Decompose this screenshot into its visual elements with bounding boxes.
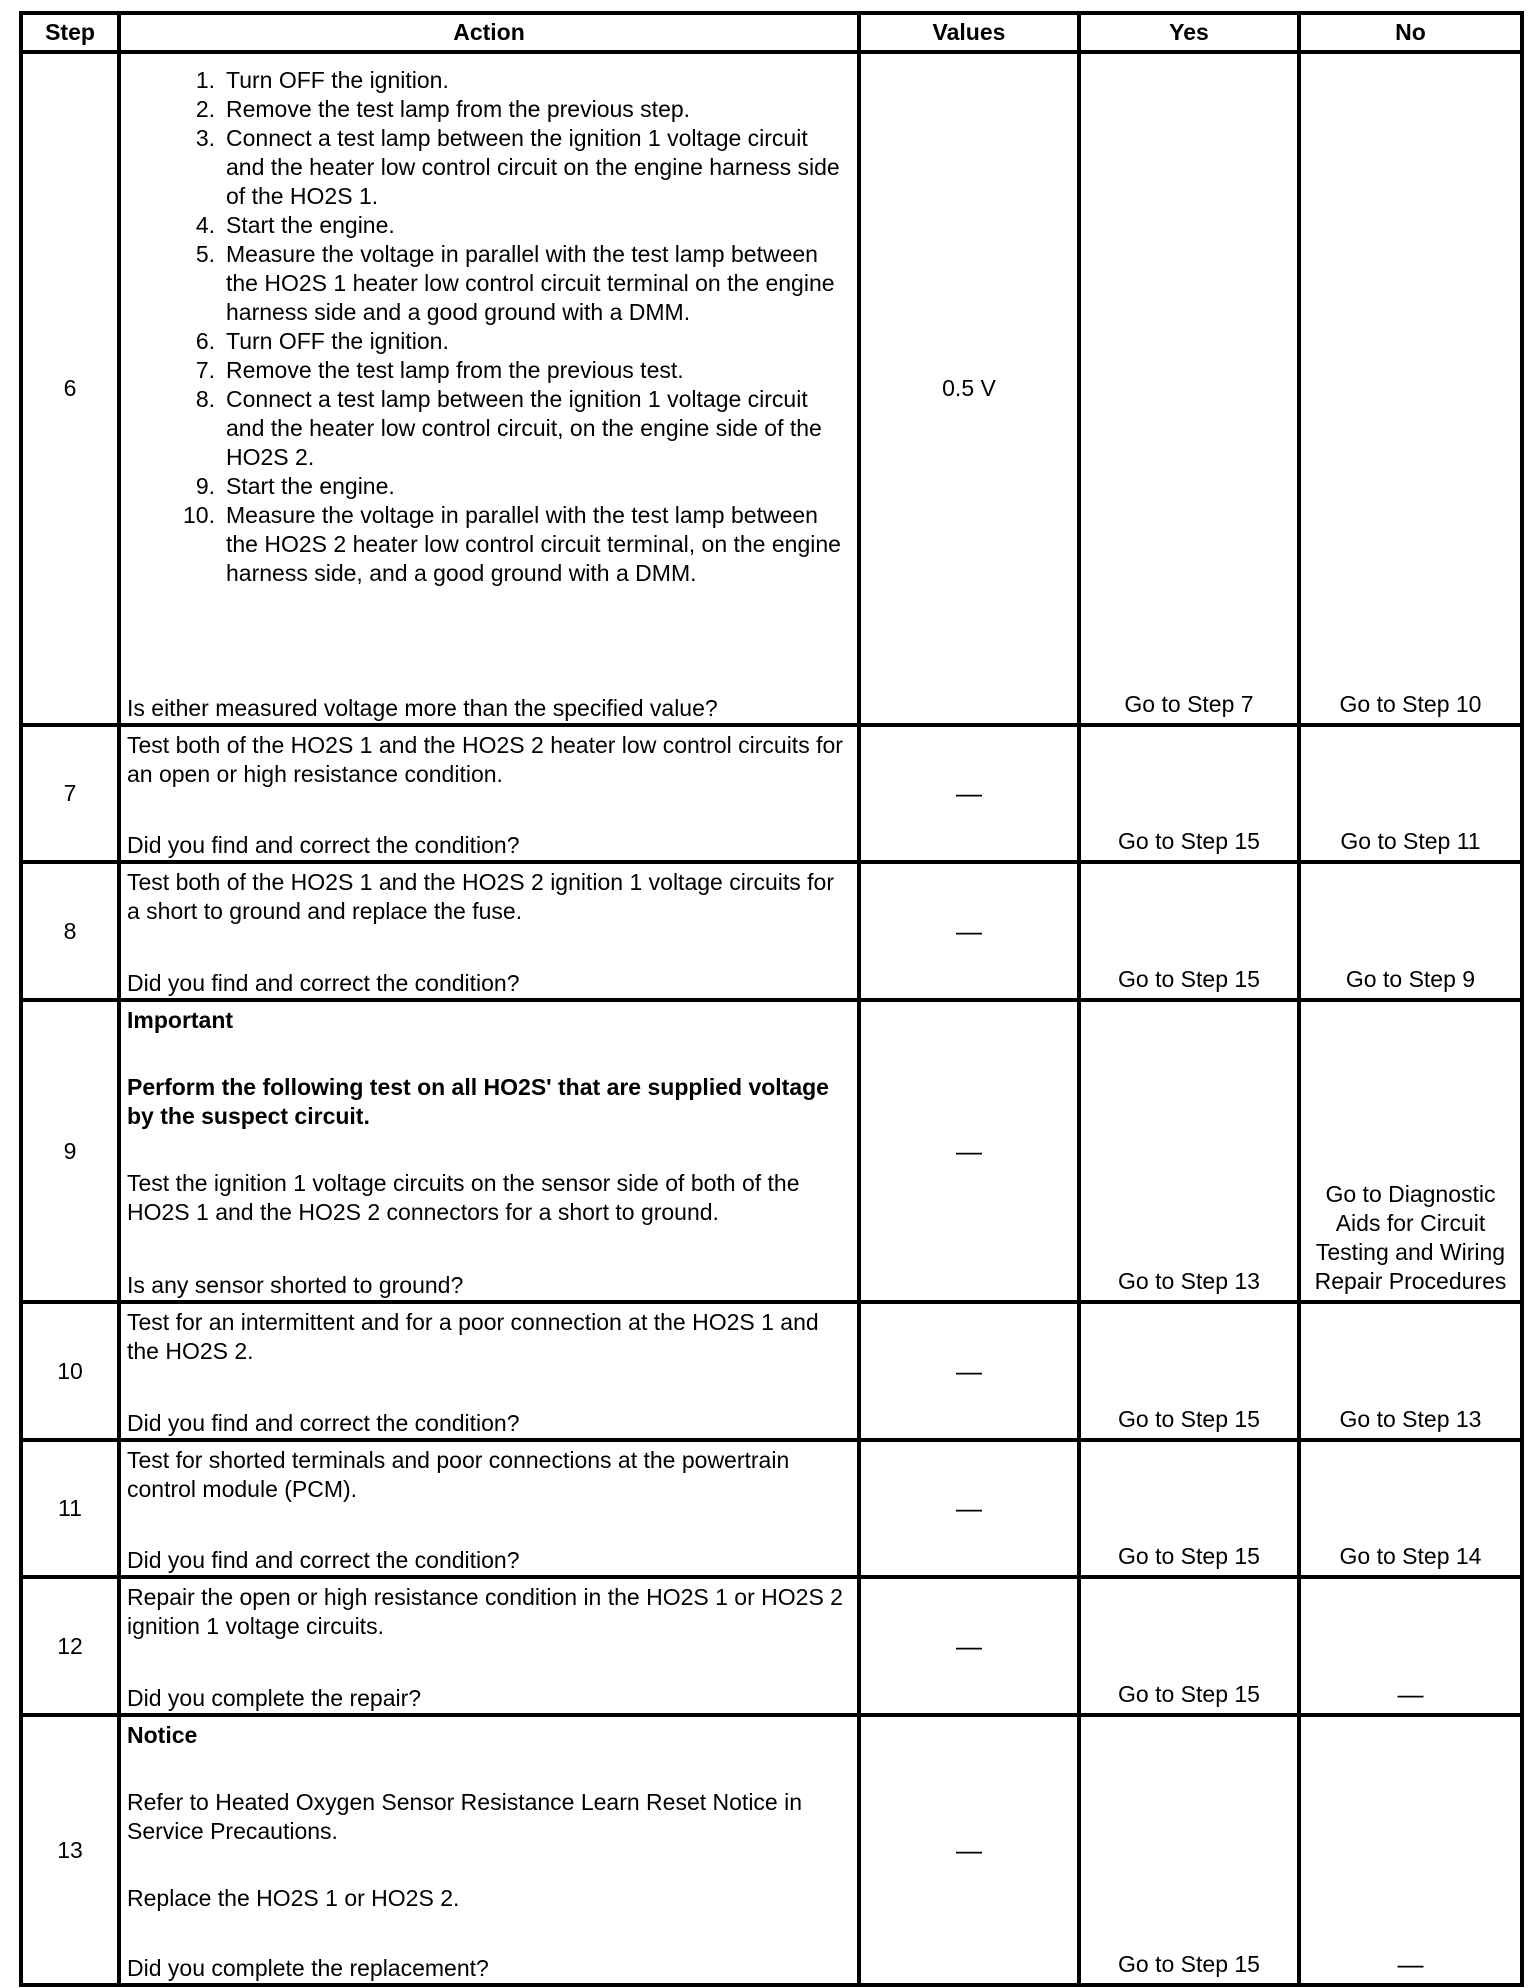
yes-cell: Go to Step 13 xyxy=(1079,1000,1299,1302)
no-cell: Go to Step 13 xyxy=(1299,1302,1522,1440)
list-item: 4. Start the engine. xyxy=(195,212,395,238)
value-cell: — xyxy=(859,1000,1079,1302)
table-row xyxy=(21,1302,1522,1440)
yes-cell: Go to Step 15 xyxy=(1079,862,1299,1000)
value-cell: — xyxy=(859,1302,1079,1440)
action-text: Replace the HO2S 1 or HO2S 2. xyxy=(127,1885,460,1911)
action-cell xyxy=(119,52,859,725)
table-row xyxy=(21,1440,1522,1577)
question-text: Did you complete the repair? xyxy=(127,1685,422,1711)
no-cell: Go to Diagnostic Aids for Circuit Testing and Wiring Repair Procedures xyxy=(1299,1000,1522,1302)
list-item: 5. Measure the voltage in parallel with the test lamp between the HO2S 1 heater low control circuit terminal on the engine harness side and a good ground with a DMM. xyxy=(195,241,835,325)
action-text: Test for shorted terminals and poor connections at the powertrain control module (PCM). xyxy=(127,1447,790,1502)
action-cell xyxy=(119,1440,859,1577)
important-text: Perform the following test on all HO2S' that are supplied voltage by the suspect circuit. xyxy=(127,1074,829,1129)
table-row xyxy=(21,862,1522,1000)
action-text: Test for an intermittent and for a poor connection at the HO2S 1 and the HO2S 2. xyxy=(127,1309,819,1364)
header-values: Values xyxy=(859,13,1079,52)
value-cell: 0.5 V xyxy=(859,52,1079,725)
question-text: Did you find and correct the condition? xyxy=(127,1410,520,1436)
no-cell: Go to Step 9 xyxy=(1299,862,1522,1000)
action-cell xyxy=(119,1715,859,1985)
value-cell: — xyxy=(859,862,1079,1000)
step-number: 10 xyxy=(21,1302,119,1440)
value-cell: — xyxy=(859,1577,1079,1715)
step-number: 13 xyxy=(21,1715,119,1985)
value-cell: — xyxy=(859,1440,1079,1577)
question-text: Is any sensor shorted to ground? xyxy=(127,1272,464,1298)
list-item: 6. Turn OFF the ignition. xyxy=(195,328,449,354)
list-item: 10. Measure the voltage in parallel with the test lamp between the HO2S 2 heater low control circuit terminal, on the engine harness side, and a good ground with a DMM. xyxy=(183,502,841,586)
question-text: Did you complete the replacement? xyxy=(127,1955,489,1981)
action-cell xyxy=(119,1302,859,1440)
header-row xyxy=(21,13,1522,52)
step-number: 11 xyxy=(21,1440,119,1577)
table-row xyxy=(21,1715,1522,1985)
step-number: 7 xyxy=(21,725,119,862)
step-number: 12 xyxy=(21,1577,119,1715)
question-text: Is either measured voltage more than the specified value? xyxy=(127,695,718,721)
no-cell: Go to Step 11 xyxy=(1299,725,1522,862)
step-number: 8 xyxy=(21,862,119,1000)
list-item: 8. Connect a test lamp between the ignition 1 voltage circuit and the heater low control circuit, on the engine side of the HO2S 2. xyxy=(195,386,822,470)
action-cell xyxy=(119,725,859,862)
table-row xyxy=(21,1577,1522,1715)
action-cell xyxy=(119,1000,859,1302)
header-yes: Yes xyxy=(1079,13,1299,52)
list-item: 2. Remove the test lamp from the previous step. xyxy=(195,96,691,122)
value-cell: — xyxy=(859,1715,1079,1985)
action-text: Test both of the HO2S 1 and the HO2S 2 heater low control circuits for an open or high resistance condition. xyxy=(127,732,843,787)
action-cell xyxy=(119,862,859,1000)
important-heading: Important xyxy=(127,1007,234,1033)
action-cell xyxy=(119,1577,859,1715)
header-no: No xyxy=(1299,13,1522,52)
list-item: 3. Connect a test lamp between the ignition 1 voltage circuit and the heater low control circuit on the engine harness side of the HO2S 1. xyxy=(195,125,840,209)
header-action: Action xyxy=(119,13,859,52)
action-text: Test the ignition 1 voltage circuits on the sensor side of both of the HO2S 1 and the HO2S 2 connectors for a short to ground. xyxy=(127,1170,800,1225)
diagnostic-table xyxy=(19,11,1524,1987)
no-cell: Go to Step 10 xyxy=(1299,52,1522,725)
notice-text: Refer to Heated Oxygen Sensor Resistance Learn Reset Notice in Service Precautions. xyxy=(127,1789,803,1844)
list-item: 9. Start the engine. xyxy=(195,473,395,499)
yes-cell: Go to Step 15 xyxy=(1079,1302,1299,1440)
value-cell: — xyxy=(859,725,1079,862)
notice-heading: Notice xyxy=(127,1722,198,1748)
procedure-list xyxy=(127,66,849,588)
action-text: Repair the open or high resistance condition in the HO2S 1 or HO2S 2 ignition 1 voltage circuits. xyxy=(127,1584,843,1639)
yes-cell: Go to Step 15 xyxy=(1079,1715,1299,1985)
step-number: 6 xyxy=(21,52,119,725)
table-row xyxy=(21,725,1522,862)
table-row xyxy=(21,52,1522,725)
yes-cell: Go to Step 15 xyxy=(1079,1577,1299,1715)
question-text: Did you find and correct the condition? xyxy=(127,970,520,996)
no-cell: — xyxy=(1299,1715,1522,1985)
action-text: Test both of the HO2S 1 and the HO2S 2 ignition 1 voltage circuits for a short to ground and replace the fuse. xyxy=(127,869,835,924)
header-step: Step xyxy=(21,13,119,52)
yes-cell: Go to Step 15 xyxy=(1079,1440,1299,1577)
list-item: 1. Turn OFF the ignition. xyxy=(195,67,449,93)
table-row xyxy=(21,1000,1522,1302)
yes-cell: Go to Step 7 xyxy=(1079,52,1299,725)
no-cell: Go to Step 14 xyxy=(1299,1440,1522,1577)
yes-cell: Go to Step 15 xyxy=(1079,725,1299,862)
list-item: 7. Remove the test lamp from the previous test. xyxy=(195,357,684,383)
step-number: 9 xyxy=(21,1000,119,1302)
question-text: Did you find and correct the condition? xyxy=(127,1547,520,1573)
no-cell: — xyxy=(1299,1577,1522,1715)
question-text: Did you find and correct the condition? xyxy=(127,832,520,858)
